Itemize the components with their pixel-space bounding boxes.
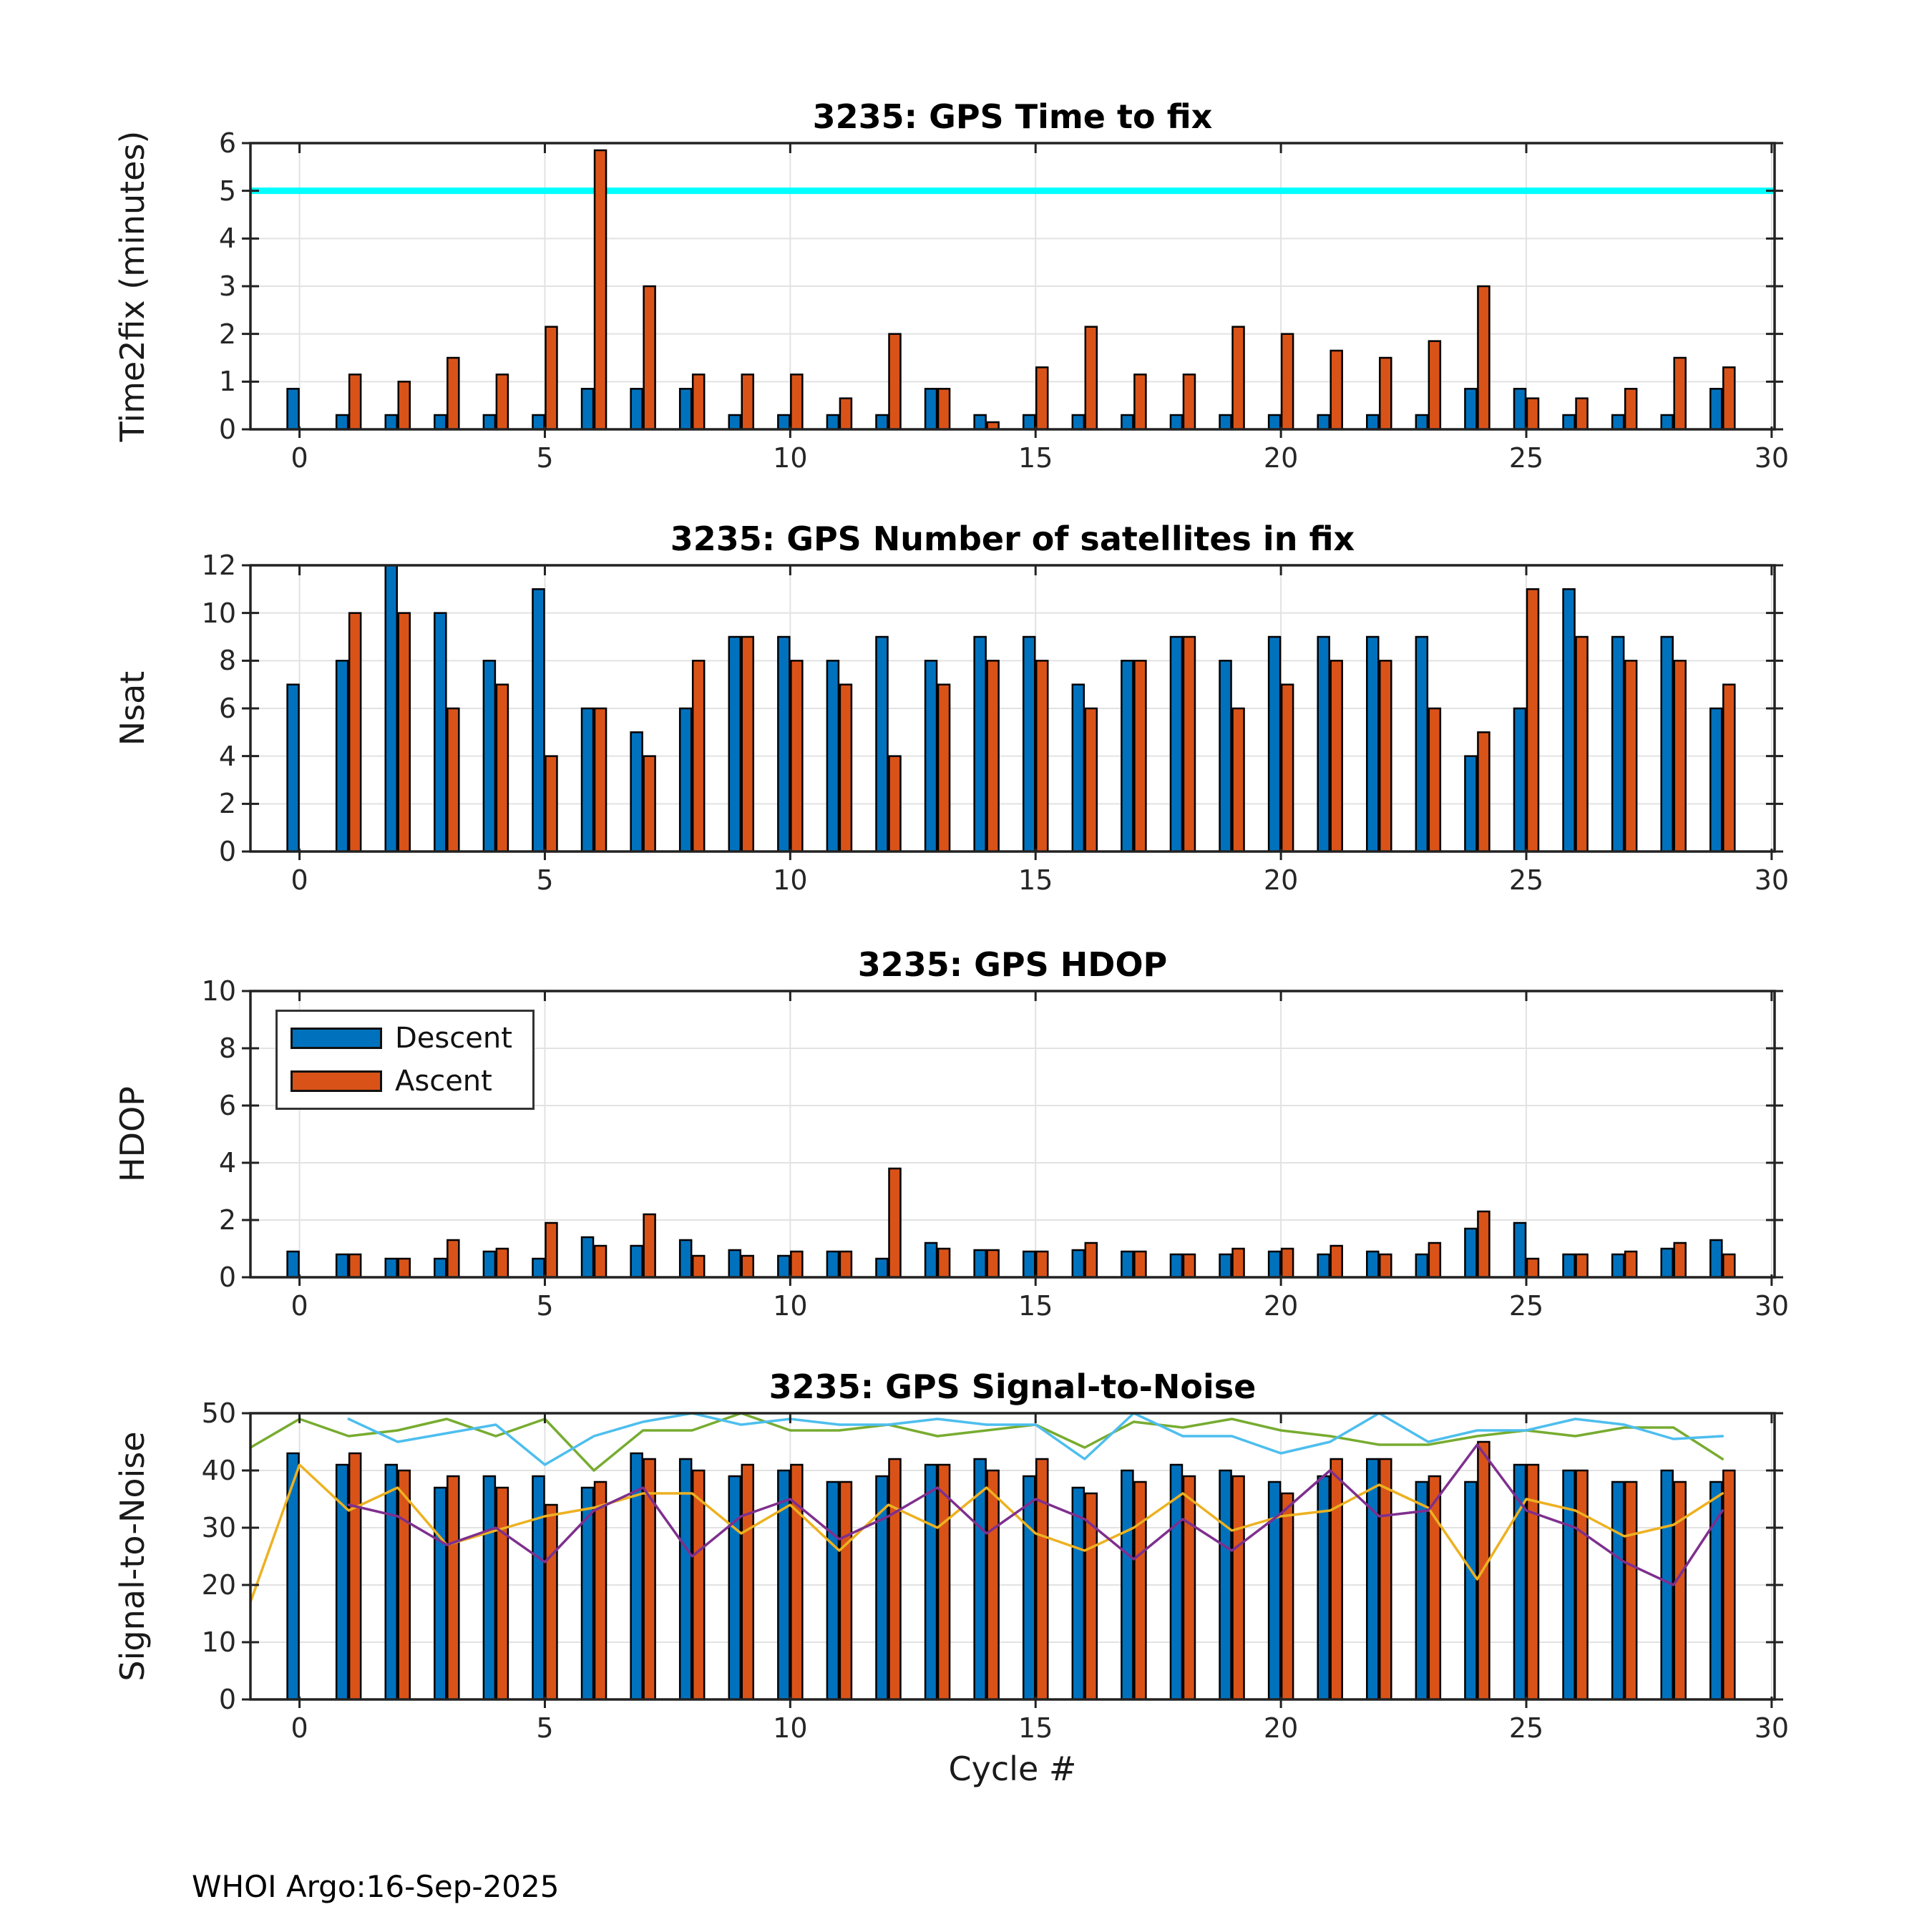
panel-nsat [0,519,1932,896]
x-tick-label: 15 [1018,1712,1053,1744]
x-tick-label: 25 [1508,442,1544,474]
y-tick-label: 8 [218,1033,236,1064]
y-axis-label-nsat: Nsat [113,670,152,746]
y-tick-label: 6 [218,1090,236,1121]
y-axis-label-snr: Signal-to-Noise [113,1431,152,1682]
x-tick-label: 5 [536,864,554,896]
x-tick-label: 10 [773,1712,808,1744]
y-tick-label: 12 [201,550,236,581]
panel-hdop [0,945,1932,1322]
y-axis-label-time2fix: Time2fix (minutes) [113,130,152,442]
x-tick-label: 10 [773,1290,808,1322]
x-tick-label: 30 [1754,864,1790,896]
y-tick-label: 2 [218,788,236,820]
x-tick-label: 30 [1754,1712,1790,1744]
x-tick-label: 20 [1263,442,1299,474]
y-tick-label: 3 [218,270,236,302]
x-tick-label: 5 [536,1712,554,1744]
x-tick-label: 20 [1263,1712,1299,1744]
y-tick-label: 2 [218,1204,236,1236]
y-tick-label: 50 [201,1397,236,1429]
x-tick-label: 15 [1018,1290,1053,1322]
x-tick-label: 10 [773,864,808,896]
y-tick-label: 10 [201,975,236,1007]
x-tick-label: 30 [1754,1290,1790,1322]
plot-area-nsat [250,565,1775,852]
footer-timestamp: WHOI Argo:16-Sep-2025 [192,1869,560,1904]
x-tick-label: 0 [291,1290,308,1322]
legend-item-ascent [291,1065,512,1098]
x-tick-label: 15 [1018,864,1053,896]
x-tick-label: 10 [773,442,808,474]
panel-title-hdop: 3235: GPS HDOP [857,945,1168,984]
legend-item-descent [291,1022,512,1055]
x-tick-label: 15 [1018,442,1053,474]
y-tick-label: 0 [218,836,236,867]
y-tick-label: 20 [201,1569,236,1601]
x-tick-label: 5 [536,442,554,474]
y-tick-label: 8 [218,645,236,677]
x-tick-label: 30 [1754,442,1790,474]
legend-label-ascent: Ascent [395,1065,492,1098]
y-tick-label: 30 [201,1512,236,1543]
panel-snr [0,1367,1932,1788]
x-tick-label: 20 [1263,1290,1299,1322]
y-tick-label: 2 [218,318,236,350]
y-tick-label: 0 [218,1684,236,1715]
plot-area-time2fix [250,143,1775,429]
panel-title-snr: 3235: GPS Signal-to-Noise [769,1367,1257,1406]
y-tick-label: 6 [218,127,236,159]
x-tick-label: 25 [1508,1290,1544,1322]
panel-title-time2fix: 3235: GPS Time to fix [812,97,1213,136]
y-tick-label: 10 [201,597,236,629]
y-tick-label: 0 [218,414,236,445]
x-tick-label: 0 [291,442,308,474]
legend-label-descent: Descent [395,1022,512,1055]
descent-color-swatch [291,1028,382,1049]
x-tick-label: 20 [1263,864,1299,896]
y-axis-label-hdop: HDOP [113,1086,152,1182]
y-tick-label: 4 [218,223,236,255]
y-tick-label: 0 [218,1262,236,1293]
legend-box [275,1010,535,1110]
ascent-color-swatch [291,1070,382,1092]
y-tick-label: 40 [201,1455,236,1486]
y-tick-label: 10 [201,1626,236,1658]
x-tick-label: 0 [291,1712,308,1744]
panel-title-nsat: 3235: GPS Number of satellites in fix [670,519,1355,558]
panel-time2fix [0,97,1932,474]
y-tick-label: 5 [218,175,236,207]
x-tick-label: 0 [291,864,308,896]
y-tick-label: 6 [218,693,236,724]
y-tick-label: 4 [218,1147,236,1179]
plot-area-snr [250,1413,1775,1699]
x-axis-label: Cycle # [948,1750,1077,1788]
x-tick-label: 5 [536,1290,554,1322]
y-tick-label: 1 [218,366,236,398]
y-tick-label: 4 [218,740,236,772]
x-tick-label: 25 [1508,864,1544,896]
x-tick-label: 25 [1508,1712,1544,1744]
